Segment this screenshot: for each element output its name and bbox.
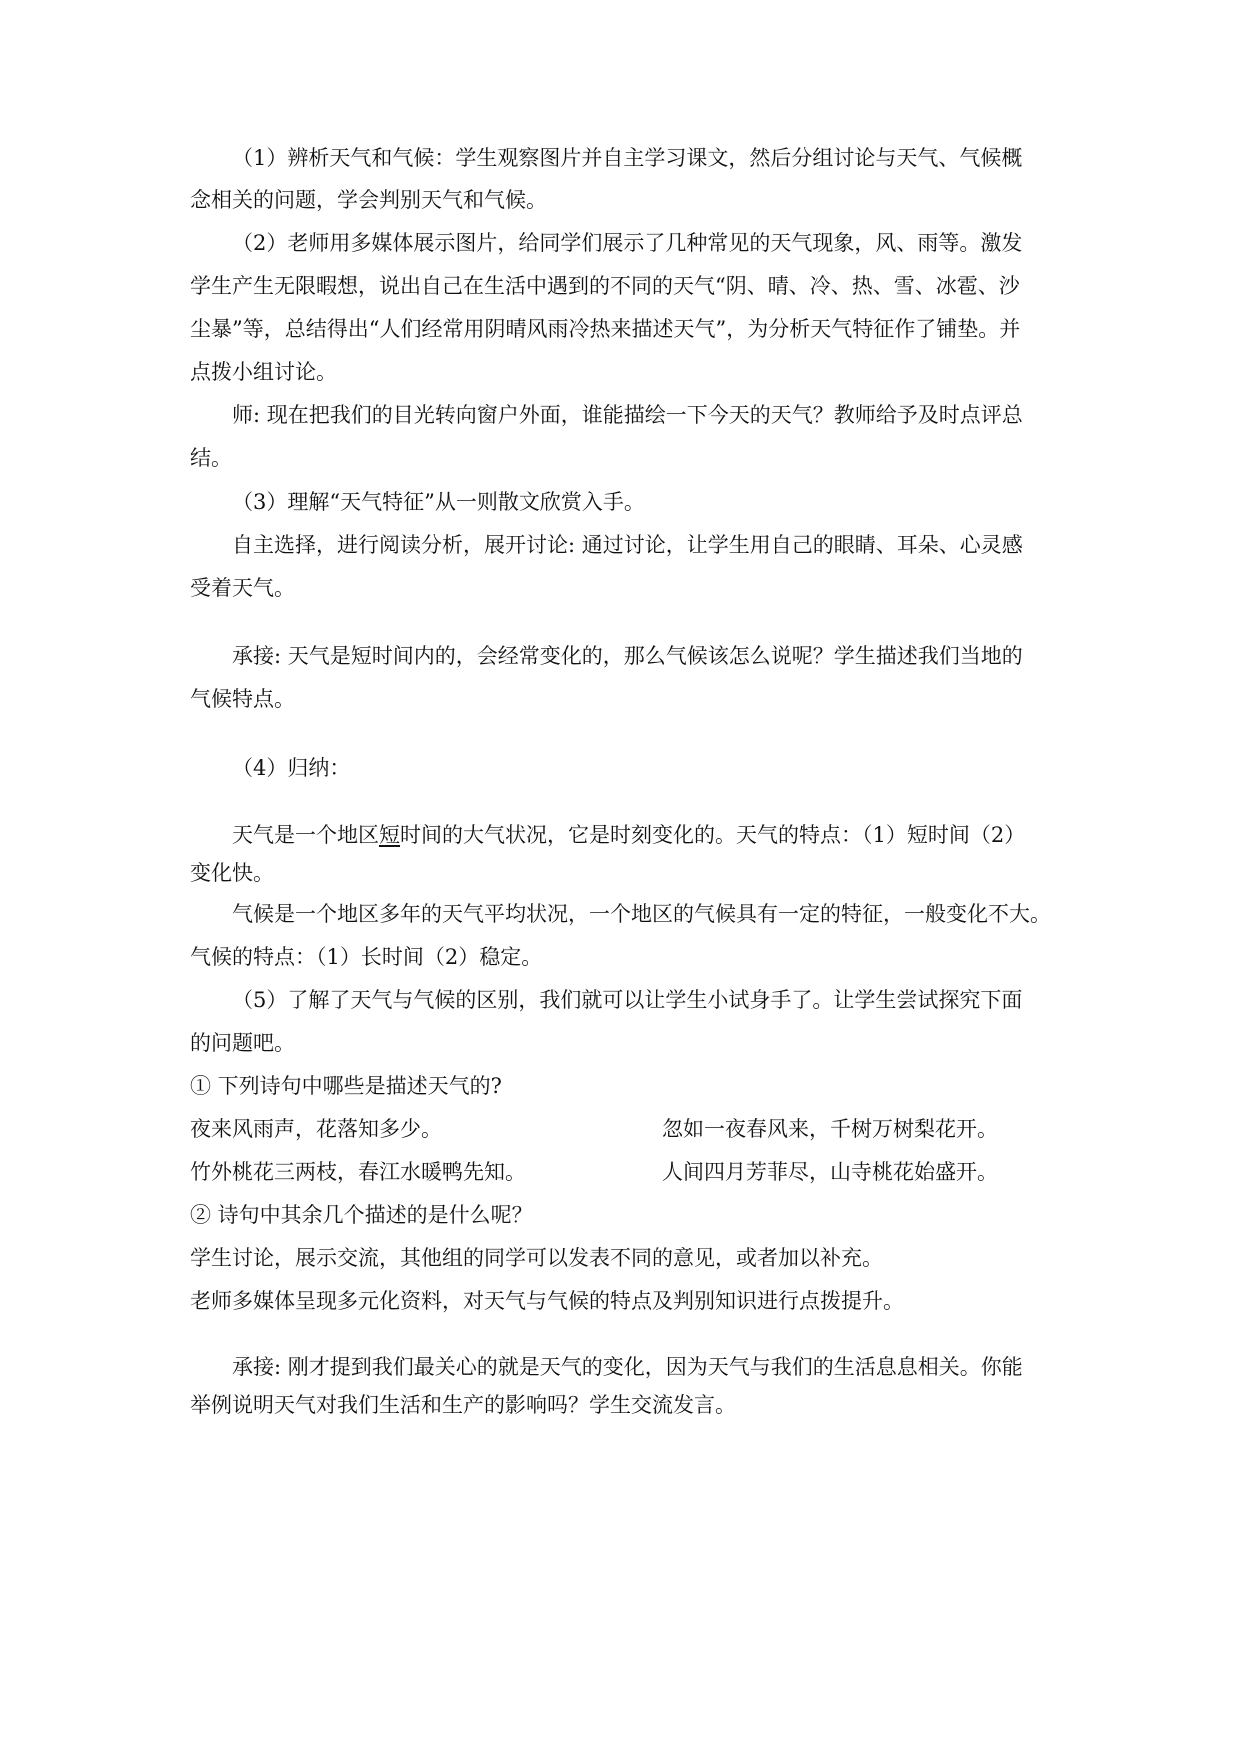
paragraph-1-line-2: 念相关的问题，学会判别天气和气候。 [190,188,547,212]
question-2: ② 诗句中其余几个描述的是什么呢？ [190,1203,533,1227]
paragraph-10-line-1: （5）了解了天气与气候的区别，我们就可以让学生小试身手了。让学生尝试探究下面 [232,988,1023,1012]
paragraph-11: 学生讨论，展示交流，其他组的同学可以发表不同的意见，或者加以补充。 [190,1246,883,1270]
paragraph-8-line-1 [232,820,1112,850]
paragraph-12: 老师多媒体呈现多元化资料，对天气与气候的特点及判别知识进行点拨提升。 [190,1289,904,1313]
paragraph-5-line-1: 自主选择，进行阅读分析，展开讨论: 通过讨论，让学生用自己的眼睛、耳朵、心灵感 [232,533,1023,557]
poem-line-1: 夜来风雨声，花落知多少。 [190,1117,442,1141]
paragraph-1-line-1: （1）辨析天气和气候：学生观察图片并自主学习课文，然后分组讨论与天气、气候概 [232,146,1023,170]
paragraph-2-line-1: （2）老师用多媒体展示图片，给同学们展示了几种常见的天气现象，风、雨等。激发 [232,231,1023,255]
paragraph-8-post: 时间的大气状况，它是时刻变化的。天气的特点：（1）短时间（2） [400,823,1026,847]
paragraph-3-line-2: 结。 [190,446,232,470]
paragraph-2-line-3: 尘暴”等，总结得出“人们经常用阴晴风雨冷热来描述天气”，为分析天气特征作了铺垫。并 [190,317,1021,341]
paragraph-7-line-1: （4）归纳： [232,756,351,780]
paragraph-6-line-2: 气候特点。 [190,687,295,711]
poem-line-2: 忽如一夜春风来，千树万树梨花开。 [662,1117,998,1141]
paragraph-8-pre: 天气是一个地区 [232,823,379,847]
question-1: ① 下列诗句中哪些是描述天气的? [190,1074,502,1098]
paragraph-6-line-1: 承接: 天气是短时间内的，会经常变化的，那么气候该怎么说呢？学生描述我们当地的 [232,644,1023,668]
poem-line-3: 竹外桃花三两枝，春江水暖鸭先知。 [190,1160,526,1184]
paragraph-2-line-2: 学生产生无限暇想，说出自己在生活中遇到的不同的天气“阴、晴、冷、热、雪、冰雹、沙 [190,274,1020,298]
paragraph-8-line-2: 变化快。 [190,861,274,885]
paragraph-3-line-1: 师: 现在把我们的目光转向窗户外面，谁能描绘一下今天的天气？教师给予及时点评总 [232,403,1023,427]
paragraph-13-line-2: 举例说明天气对我们生活和生产的影响吗？学生交流发言。 [190,1393,736,1417]
paragraph-9-line-2: 气候的特点：（1）长时间（2）稳定。 [190,945,543,969]
underlined-word: 短 [379,823,400,847]
paragraph-9-line-1: 气候是一个地区多年的天气平均状况，一个地区的气候具有一定的特征，一般变化不大。 [232,902,1051,926]
paragraph-4-line-1: （3）理解“天气特征”从一则散文欣赏入手。 [232,490,645,514]
paragraph-10-line-2: 的问题吧。 [190,1031,295,1055]
poem-line-4: 人间四月芳菲尽，山寺桃花始盛开。 [662,1160,998,1184]
paragraph-5-line-2: 受着天气。 [190,576,295,600]
paragraph-2-line-4: 点拨小组讨论。 [190,360,337,384]
paragraph-13-line-1: 承接: 刚才提到我们最关心的就是天气的变化，因为天气与我们的生活息息相关。你能 [232,1355,1023,1379]
